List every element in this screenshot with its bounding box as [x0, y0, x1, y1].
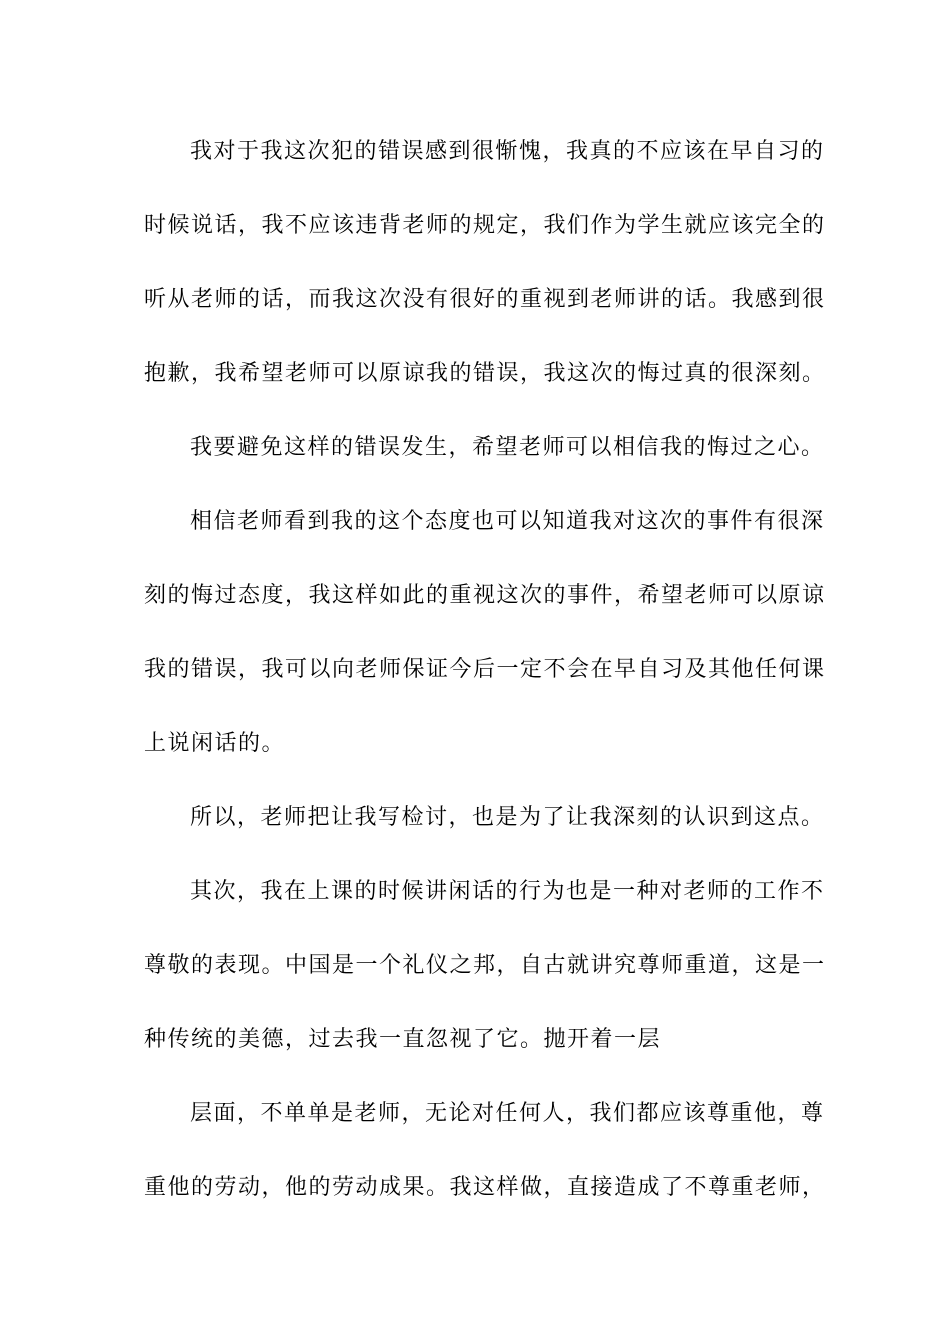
paragraph-line: 刻的悔过态度，我这样如此的重视这次的事件，希望老师可以原谅	[144, 583, 826, 608]
paragraph-line: 我的错误，我可以向老师保证今后一定不会在早自习及其他任何课	[144, 657, 826, 682]
paragraph-line: 层面，不单单是老师，无论对任何人，我们都应该尊重他，尊	[190, 1101, 825, 1126]
document-body	[144, 131, 826, 1241]
paragraph-line: 重他的劳动，他的劳动成果。我这样做，直接造成了不尊重老师，	[144, 1175, 826, 1200]
paragraph-line: 我对于我这次犯的错误感到很惭愧，我真的不应该在早自习的	[190, 139, 825, 164]
paragraph-line: 其次，我在上课的时候讲闲话的行为也是一种对老师的工作不	[190, 879, 825, 904]
paragraph-line: 所以，老师把让我写检讨，也是为了让我深刻的认识到这点。	[190, 805, 825, 830]
paragraph-line: 抱歉，我希望老师可以原谅我的错误，我这次的悔过真的很深刻。	[144, 361, 826, 386]
paragraph-line: 相信老师看到我的这个态度也可以知道我对这次的事件有很深	[190, 509, 825, 534]
paragraph-line: 种传统的美德，过去我一直忽视了它。抛开着一层	[144, 1027, 662, 1052]
paragraph-line: 听从老师的话，而我这次没有很好的重视到老师讲的话。我感到很	[144, 287, 826, 312]
paragraph-line: 我要避免这样的错误发生，希望老师可以相信我的悔过之心。	[190, 435, 825, 460]
paragraph-line: 上说闲话的。	[144, 731, 286, 756]
paragraph-line: 尊敬的表现。中国是一个礼仪之邦，自古就讲究尊师重道，这是一	[144, 953, 826, 978]
paragraph-line: 时候说话，我不应该违背老师的规定，我们作为学生就应该完全的	[144, 213, 826, 238]
